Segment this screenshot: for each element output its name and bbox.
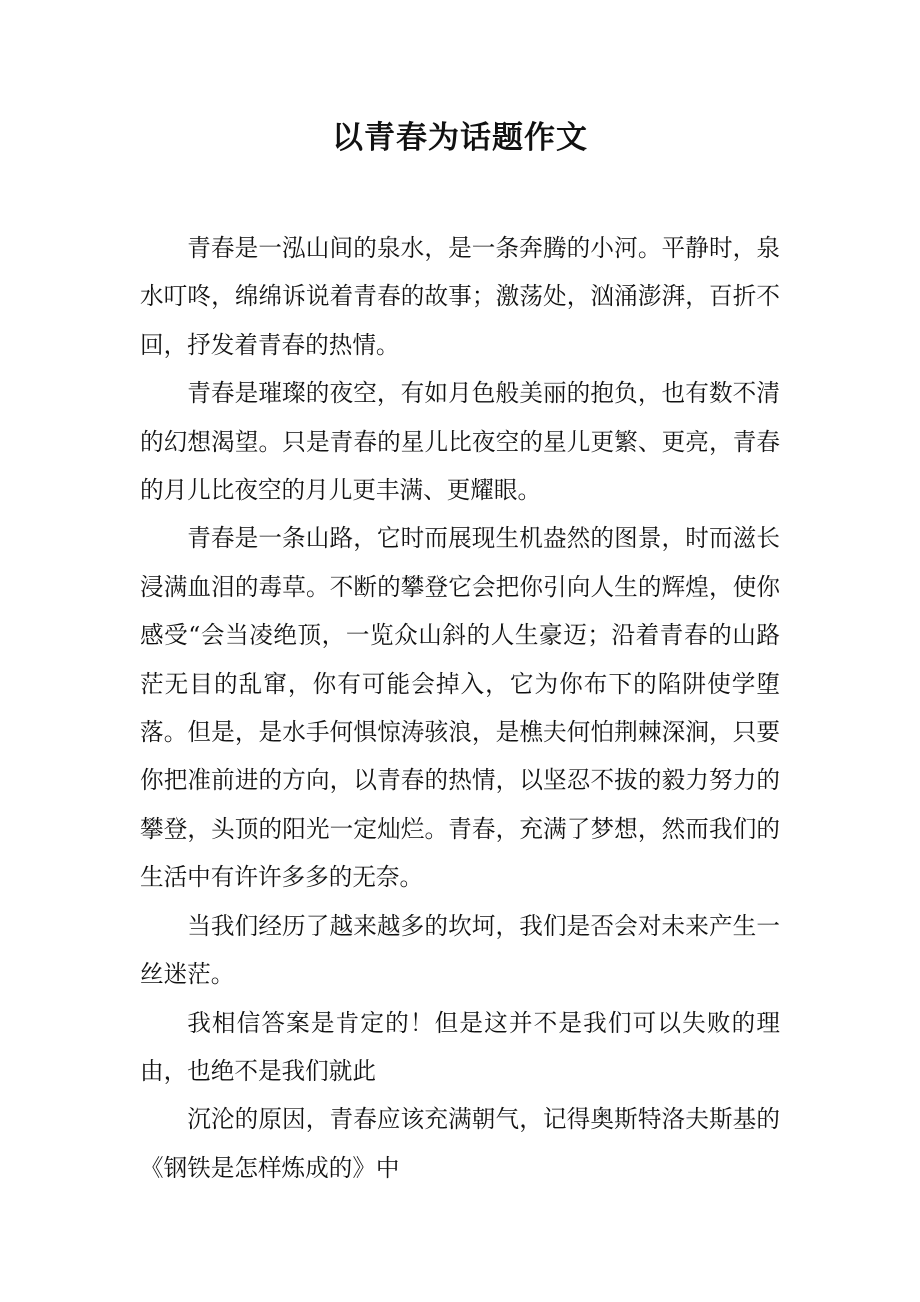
document-title: 以青春为话题作文 — [332, 120, 588, 156]
paragraph-4: 当我们经历了越来越多的坎坷，我们是否会对未来产生一丝迷茫。 — [140, 911, 780, 989]
document-body — [140, 224, 780, 1192]
paragraph-6: 沉沦的原因，青春应该充满朝气，记得奥斯特洛夫斯基的《钢铁是怎样炼成的》中 — [140, 1105, 780, 1182]
paragraph-1: 青春是一泓山间的泉水，是一条奔腾的小河。平静时，泉水叮咚，绵绵诉说着青春的故事；激荡处，汹涌澎湃，百折不回，抒发着青春的热情。 — [140, 234, 780, 359]
paragraph-3: 青春是一条山路，它时而展现生机盎然的图景，时而滋长浸满血泪的毒草。不断的攀登它会把你引向人生的辉煌，使你感受“会当凌绝顶，一览众山斜的人生豪迈；沿着青春的山路茫无目的乱窜，你有可能会掉入，它为你布下的陷阱使学堕落。但是，是水手何惧惊涛骇浪，是樵夫何怕荆棘深涧，只要你把准前进的方向，以青春的热情，以坚忍不拔的毅力努力的攀登，头顶的阳光一定灿烂。青春，充满了梦想，然而我们的生活中有许许多多的无奈。 — [140, 524, 780, 892]
paragraph-2: 青春是璀璨的夜空，有如月色般美丽的抱负，也有数不清的幻想渴望。只是青春的星儿比夜空的星儿更繁、更亮，青春的月儿比夜空的月儿更丰满、更耀眼。 — [140, 379, 780, 505]
paragraph-5: 我相信答案是肯定的！但是这并不是我们可以失败的理由，也绝不是我们就此 — [140, 1008, 780, 1085]
